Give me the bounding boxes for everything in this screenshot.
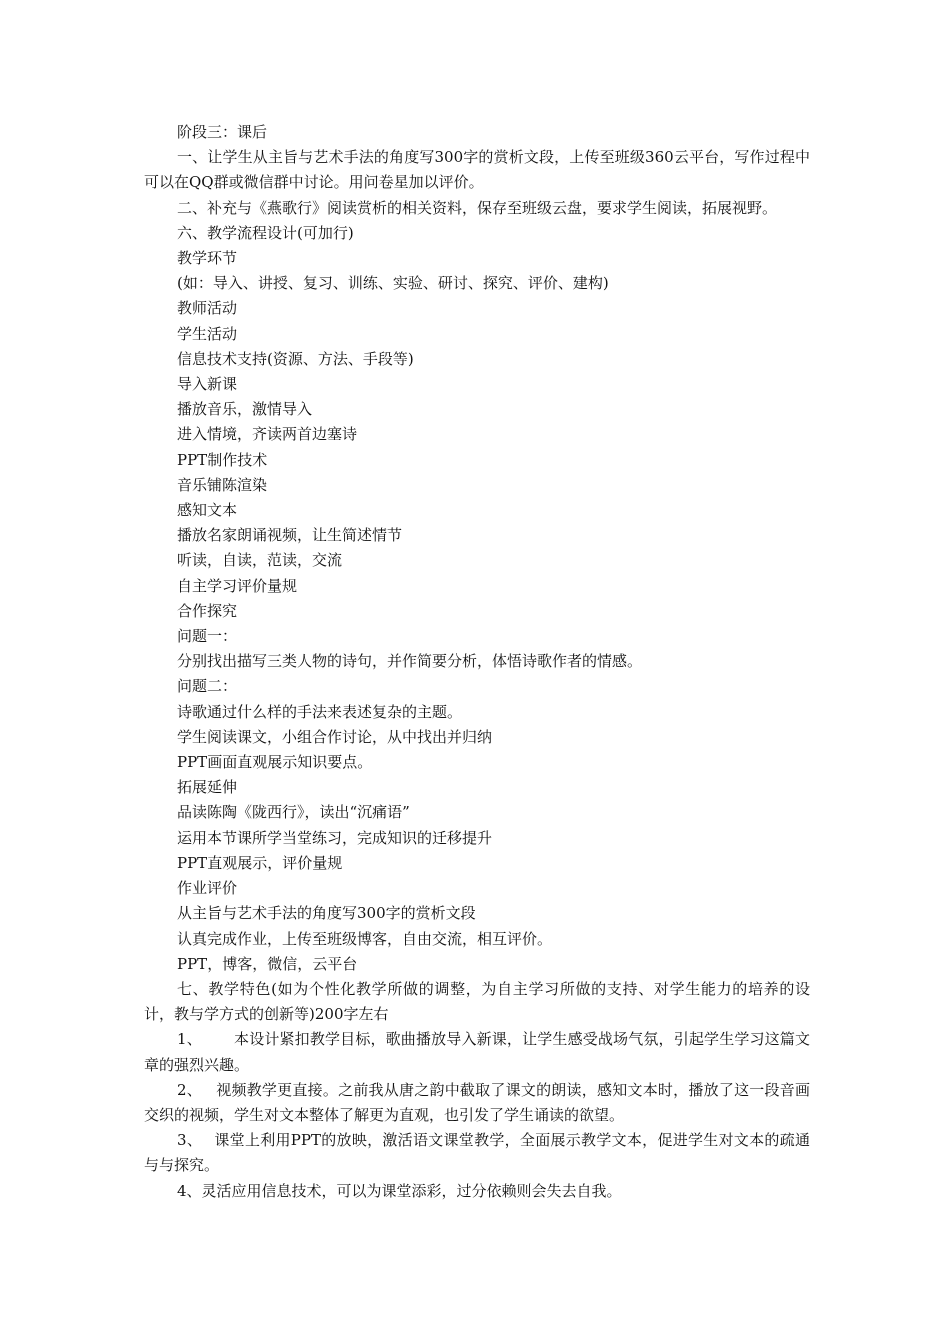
feature-number: 2、: [177, 1080, 203, 1099]
table-line: (如：导入、讲授、复习、训练、实验、研讨、探究、评价、建构): [177, 274, 609, 293]
table-line: 教师活动: [177, 299, 238, 318]
table-line: 感知文本: [177, 501, 238, 520]
table-line: 进入情境，齐读两首边塞诗: [177, 425, 358, 444]
table-line: 拓展延伸: [177, 778, 238, 797]
feature-item-4: [144, 1179, 810, 1204]
feature-text: 本设计紧扣教学目标，歌曲播放导入新课，让学生感受战场气氛，引起学生学习这篇文章的强烈兴趣。: [144, 1030, 810, 1074]
table-line: 教学环节: [177, 249, 238, 268]
table-line: 从主旨与艺术手法的角度写300字的赏析文段: [177, 904, 476, 923]
table-line: 学生活动: [177, 324, 238, 343]
feature-item-3: [144, 1128, 810, 1178]
table-line: 品读陈陶《陇西行》，读出“沉痛语”: [177, 803, 410, 822]
homework-item-1: 一、让学生从主旨与艺术手法的角度写300字的赏析文段，上传至班级360云平台，写作过程中可以在QQ群或微信群中讨论。用问卷星加以评价。: [144, 148, 810, 192]
table-line: 诗歌通过什么样的手法来表述复杂的主题。: [177, 702, 463, 721]
table-line: 音乐铺陈渲染: [177, 475, 268, 494]
table-line: 信息技术支持(资源、方法、手段等): [177, 349, 414, 368]
table-line: PPT制作技术: [177, 450, 268, 469]
table-line: 播放音乐，激情导入: [177, 400, 313, 419]
table-line: 播放名家朗诵视频，让生简述情节: [177, 526, 403, 545]
table-line: 学生阅读课文，小组合作讨论，从中找出并归纳: [177, 727, 493, 746]
feature-number: 1、: [177, 1030, 202, 1049]
table-line: 自主学习评价量规: [177, 576, 298, 595]
table-line: PPT画面直观展示知识要点。: [177, 753, 373, 772]
table-line: 运用本节课所学当堂练习，完成知识的迁移提升: [177, 828, 493, 847]
table-line: 听读，自读，范读，交流: [177, 551, 343, 570]
homework-item-2: 二、补充与《燕歌行》阅读赏析的相关资料，保存至班级云盘，要求学生阅读，拓展视野。: [177, 198, 778, 217]
table-line: 问题二：: [177, 677, 238, 696]
feature-text: 灵活应用信息技术，可以为课堂添彩，过分依赖则会失去自我。: [201, 1181, 622, 1200]
feature-text: 课堂上利用PPT的放映，激活语文课堂教学，全面展示教学文本，促进学生对文本的疏通与与探究。: [144, 1131, 810, 1175]
stage3-heading: 阶段三：课后: [177, 123, 268, 141]
feature-number: 4、: [177, 1181, 202, 1200]
table-line: 导入新课: [177, 375, 238, 394]
section6-heading: 六、教学流程设计(可加行): [177, 223, 354, 242]
feature-number: 3、: [177, 1131, 203, 1150]
table-line: 认真完成作业，上传至班级博客，自由交流，相互评价。: [177, 929, 553, 948]
feature-item-2: [144, 1078, 810, 1128]
feature-text: 视频教学更直接。之前我从唐之韵中截取了课文的朗读，感知文本时，播放了这一段音画交织的视频，学生对文本整体了解更为直观，也引发了学生诵读的欲望。: [144, 1080, 810, 1124]
document-body: [144, 120, 810, 1204]
table-line: PPT直观展示，评价量规: [177, 853, 343, 872]
table-line: 作业评价: [177, 879, 238, 898]
section7-heading: 七、教学特色(如为个性化教学所做的调整，为自主学习所做的支持、对学生能力的培养的设计，教与学方式的创新等)200字左右: [144, 979, 810, 1024]
feature-item-1: [144, 1027, 810, 1077]
table-line: PPT，博客，微信，云平台: [177, 954, 358, 973]
table-line: 问题一：: [177, 627, 238, 646]
table-line: 合作探究: [177, 601, 238, 620]
table-line: 分别找出描写三类人物的诗句，并作简要分析，体悟诗歌作者的情感。: [177, 652, 643, 671]
